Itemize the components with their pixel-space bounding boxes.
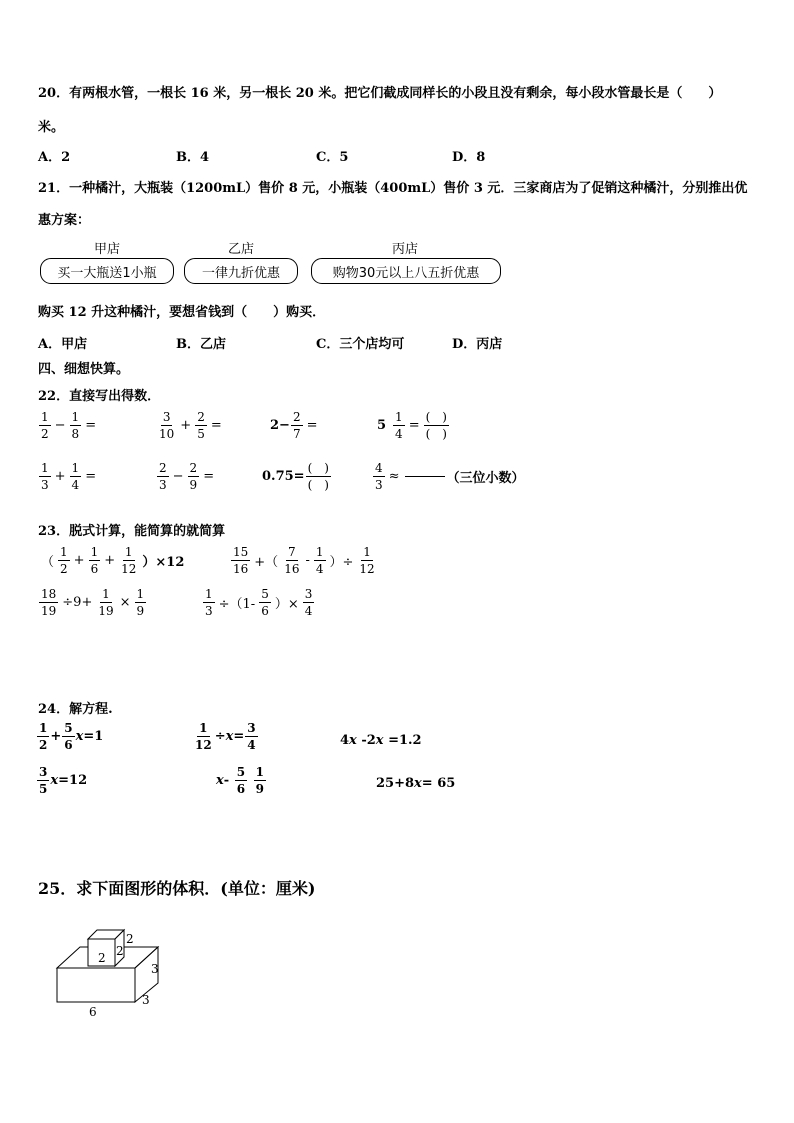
q20-option-c: C．5 [316,150,349,165]
q21-option-d: D．丙店 [452,337,503,352]
shop-jia-offer: 买一大瓶送1小瓶 [40,258,174,284]
q22-r1-b: $\frac{3}{10}$ + $\frac{2}{5}$ = [159,410,222,441]
shop-bing-label: 丙店 [391,242,418,257]
q22-r1-c: 2− $\frac{2}{7}$ = [270,410,318,441]
box-figure [40,920,180,1025]
small-cube-front-label: 2 [98,951,106,965]
big-box-height-label: 3 [151,962,159,976]
q23-expr-3: $\frac{18}{19}$ ÷9+ $\frac{1}{19}$ × $\frac{1}{9}$ [41,587,145,618]
big-box-length-label: 6 [89,1005,97,1019]
q24-eq-1: $\frac{1}{2}$ + $\frac{5}{6}$ x=1 [39,721,104,752]
q22-r1-a: $\frac{1}{2}$ − $\frac{1}{8}$ = [41,410,97,441]
q21-line2: 惠方案： [38,213,91,228]
shop-bing-offer: 购物30元以上八五折优惠 [311,258,501,284]
q20-option-b: B．4 [176,150,210,165]
q22-r2-c: 0.75= $\frac{( )}{( )}$ [262,461,329,492]
small-cube-top-label: 2 [126,932,134,946]
q24-eq-5: x- $\frac{5}{6}$ $\frac{1}{9}$ [216,765,264,796]
q22-r2-a: $\frac{1}{3}$ + $\frac{1}{4}$ = [41,461,97,492]
small-cube-side-label: 2 [116,944,124,958]
q23-title: 23．脱式计算，能简算的就简算 [38,524,226,539]
q22-title: 22．直接写出得数． [38,389,161,404]
big-box-width-label: 3 [142,993,150,1007]
section-4-heading: 四、细想快算。 [38,362,130,377]
q23-expr-2: $\frac{15}{16}$ +（ $\frac{7}{16}$ - $\frac{1}{4}$ ）÷ $\frac{1}{12}$ [233,545,375,576]
q24-title: 24．解方程. [38,702,113,717]
q20-line2: 米。 [38,120,65,135]
q24-eq-3: 4x -2x =1.2 [340,733,422,748]
q21-option-b: B．乙店 [176,337,226,352]
q20-line1: 20．有两根水管，一根长 16 米，另一根长 20 米。把它们截成同样长的小段且没有剩余，每小段水管最长是（ ） [38,86,722,101]
q20-option-d: D．8 [452,150,486,165]
q23-expr-4: $\frac{1}{3}$ ÷（1- $\frac{5}{6}$ ）× $\frac{3}{4}$ [205,587,313,618]
q21-line1: 21．一种橘汁，大瓶装（1200mL）售价 8 元，小瓶装（400mL）售价 3 元．三家商店为了促销这种橘汁，分别推出优 [38,181,748,196]
q21-option-a: A．甲店 [38,337,88,352]
q23-expr-1: （ $\frac{1}{2}$ + $\frac{1}{6}$ + $\frac{1}{12}$ ）×12 [41,545,185,576]
q22-r2-d: $\frac{4}{3}$ ≈ （三位小数） [375,461,525,492]
q21-option-c: C．三个店均可 [316,337,405,352]
big-box-front [57,968,135,1002]
q25-title: 25．求下面图形的体积．(单位：厘米) [38,879,316,898]
q20-option-a: A．2 [38,150,71,165]
q22-r1-d: 5 $\frac{1}{4}$ = $\frac{( )}{( )}$ [377,410,447,441]
shop-yi-label: 乙店 [227,242,254,257]
q21-question: 购买 12 升这种橘汁，要想省钱到（ ）购买． [38,305,326,320]
shop-jia-label: 甲店 [93,242,120,257]
q24-eq-2: $\frac{1}{12}$ ÷x= $\frac{3}{4}$ [195,721,256,752]
shop-yi-offer: 一律九折优惠 [184,258,298,284]
q24-eq-6: 25+8x= 65 [376,776,456,791]
q24-eq-4: $\frac{3}{5}$ x=12 [39,765,88,796]
q22-r2-b: $\frac{2}{3}$ − $\frac{2}{9}$ = [159,461,215,492]
